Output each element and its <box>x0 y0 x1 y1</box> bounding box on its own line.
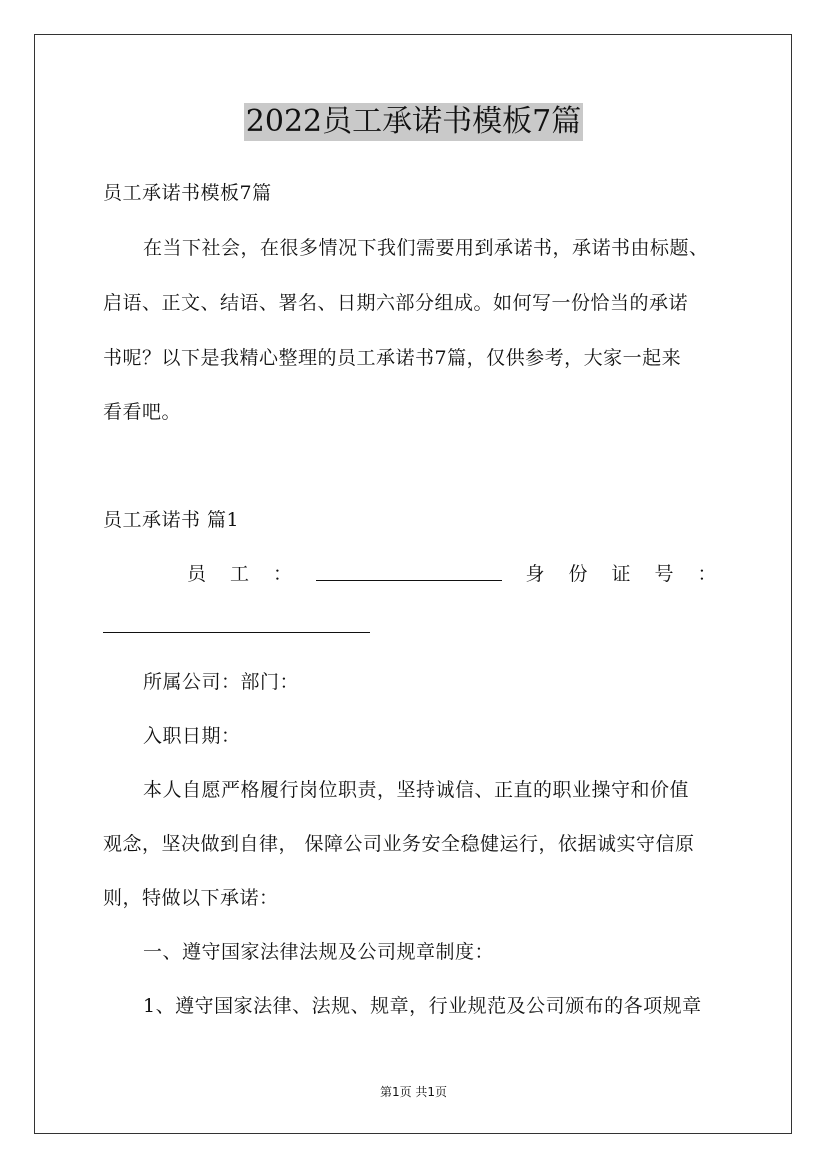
intro-line-3: 书呢？以下是我精心整理的员工承诺书7篇，仅供参考，大家一起来 <box>103 347 682 369</box>
entry-date-line: 入职日期： <box>143 725 241 747</box>
section-heading: 员工承诺书 篇1 <box>103 509 240 531</box>
id-number-row <box>103 614 370 639</box>
employee-id-row <box>187 562 717 586</box>
body-line-1: 本人自愿严格履行岗位职责，坚持诚信、正直的职业操守和价值 <box>143 779 690 801</box>
body-line-2: 观念，坚决做到自律， 保障公司业务安全稳健运行，依据诚实守信原 <box>103 833 695 855</box>
document-title: 2022员工承诺书模板7篇 <box>245 104 582 139</box>
employee-name-blank <box>316 562 502 581</box>
employee-label-char: 员 <box>187 563 207 585</box>
employee-label-char: ： <box>273 563 293 585</box>
body-line-5: 1、遵守国家法律、法规、规章，行业规范及公司颁布的各项规章 <box>143 995 702 1017</box>
id-label-char: ： <box>697 563 717 585</box>
body-line-3: 则，特做以下承诺： <box>103 887 279 909</box>
id-label-char: 身 <box>525 563 545 585</box>
intro-line-4: 看看吧。 <box>103 401 182 423</box>
id-label-char: 份 <box>568 563 588 585</box>
id-label-char: 证 <box>611 563 631 585</box>
intro-line-1: 在当下社会，在很多情况下我们需要用到承诺书，承诺书由标题、 <box>143 237 709 259</box>
company-dept-line: 所属公司：部门： <box>143 671 300 693</box>
id-label-char: 号 <box>654 563 674 585</box>
page-footer: 第1页 共1页 <box>379 1085 448 1099</box>
intro-line-2: 启语、正文、结语、署名、日期六部分组成。如何写一份恰当的承诺 <box>103 292 689 314</box>
id-number-blank <box>103 614 370 633</box>
document-subtitle: 员工承诺书模板7篇 <box>103 182 272 204</box>
employee-label-char: 工 <box>230 563 250 585</box>
body-line-4: 一、遵守国家法律法规及公司规章制度： <box>143 941 495 963</box>
